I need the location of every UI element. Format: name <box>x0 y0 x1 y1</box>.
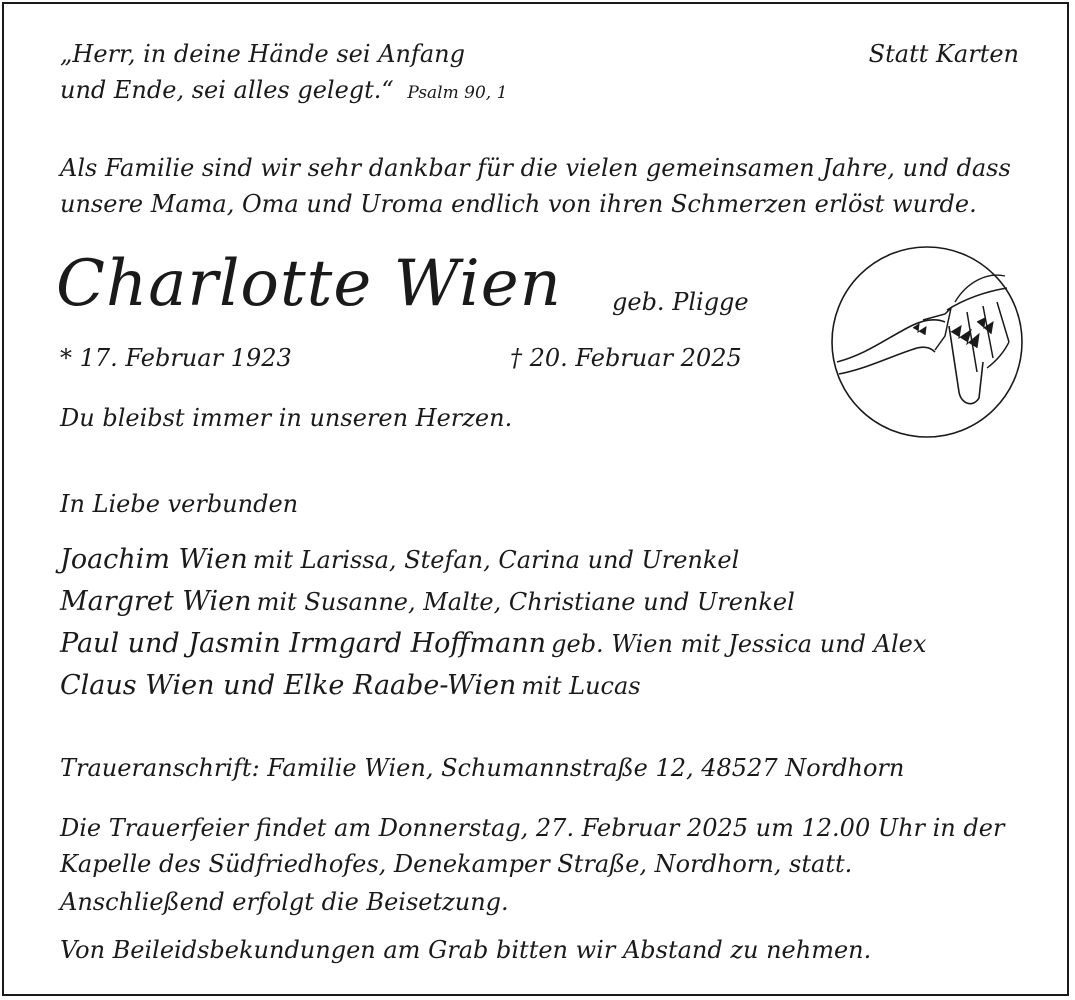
intro-line-1: Als Familie sind wir sehr dankbar für die vielen gemeinsamen Jahre, und dass <box>60 154 1011 182</box>
family-heading: In Liebe verbunden <box>60 490 299 518</box>
intro-line-2: unsere Mama, Oma und Uroma endlich von ihren Schmerzen erlöst wurde. <box>60 190 977 218</box>
mourning-address: Traueranschrift: Familie Wien, Schumannstraße 12, 48527 Nordhorn <box>60 754 905 782</box>
family-member <box>60 630 926 657</box>
psalm-text: und Ende, sei alles gelegt.“ <box>60 76 394 104</box>
member-detail: geb. Wien mit Jessica und Alex <box>551 630 927 658</box>
deceased-name: Charlotte Wien <box>56 247 562 321</box>
obituary-notice <box>2 2 1069 996</box>
member-detail: mit Susanne, Malte, Christiane und Urenkel <box>256 588 795 616</box>
member-name: Paul und Jasmin Irmgard Hoffmann <box>60 628 547 659</box>
family-member <box>60 588 795 615</box>
member-detail: mit Lucas <box>521 672 641 700</box>
ceremony-line-2: Kapelle des Südfriedhofes, Denekamper Straße, Nordhorn, statt. <box>60 850 853 878</box>
ceremony-line-3: Anschließend erfolgt die Beisetzung. <box>60 888 509 916</box>
statt-karten: Statt Karten <box>868 40 1019 68</box>
motto: Du bleibst immer in unseren Herzen. <box>60 404 513 432</box>
psalm-line-1: „Herr, in deine Hände sei Anfang <box>60 40 465 68</box>
birth-date: * 17. Februar 1923 <box>60 344 292 372</box>
psalm-line-2 <box>60 78 507 102</box>
holding-hands-circle-icon <box>827 242 1027 442</box>
psalm-reference: Psalm 90, 1 <box>407 83 508 103</box>
family-member <box>60 546 739 573</box>
member-name: Claus Wien und Elke Raabe-Wien <box>60 670 517 701</box>
maiden-name: geb. Pligge <box>612 288 749 316</box>
ceremony-line-1: Die Trauerfeier findet am Donnerstag, 27. Februar 2025 um 12.00 Uhr in der <box>60 814 1005 842</box>
member-name: Margret Wien <box>60 586 252 617</box>
death-date: † 20. Februar 2025 <box>510 344 742 372</box>
closing-note: Von Beileidsbekundungen am Grab bitten wir Abstand zu nehmen. <box>60 936 872 964</box>
family-member <box>60 672 641 699</box>
member-detail: mit Larissa, Stefan, Carina und Urenkel <box>252 546 740 574</box>
member-name: Joachim Wien <box>60 544 248 575</box>
